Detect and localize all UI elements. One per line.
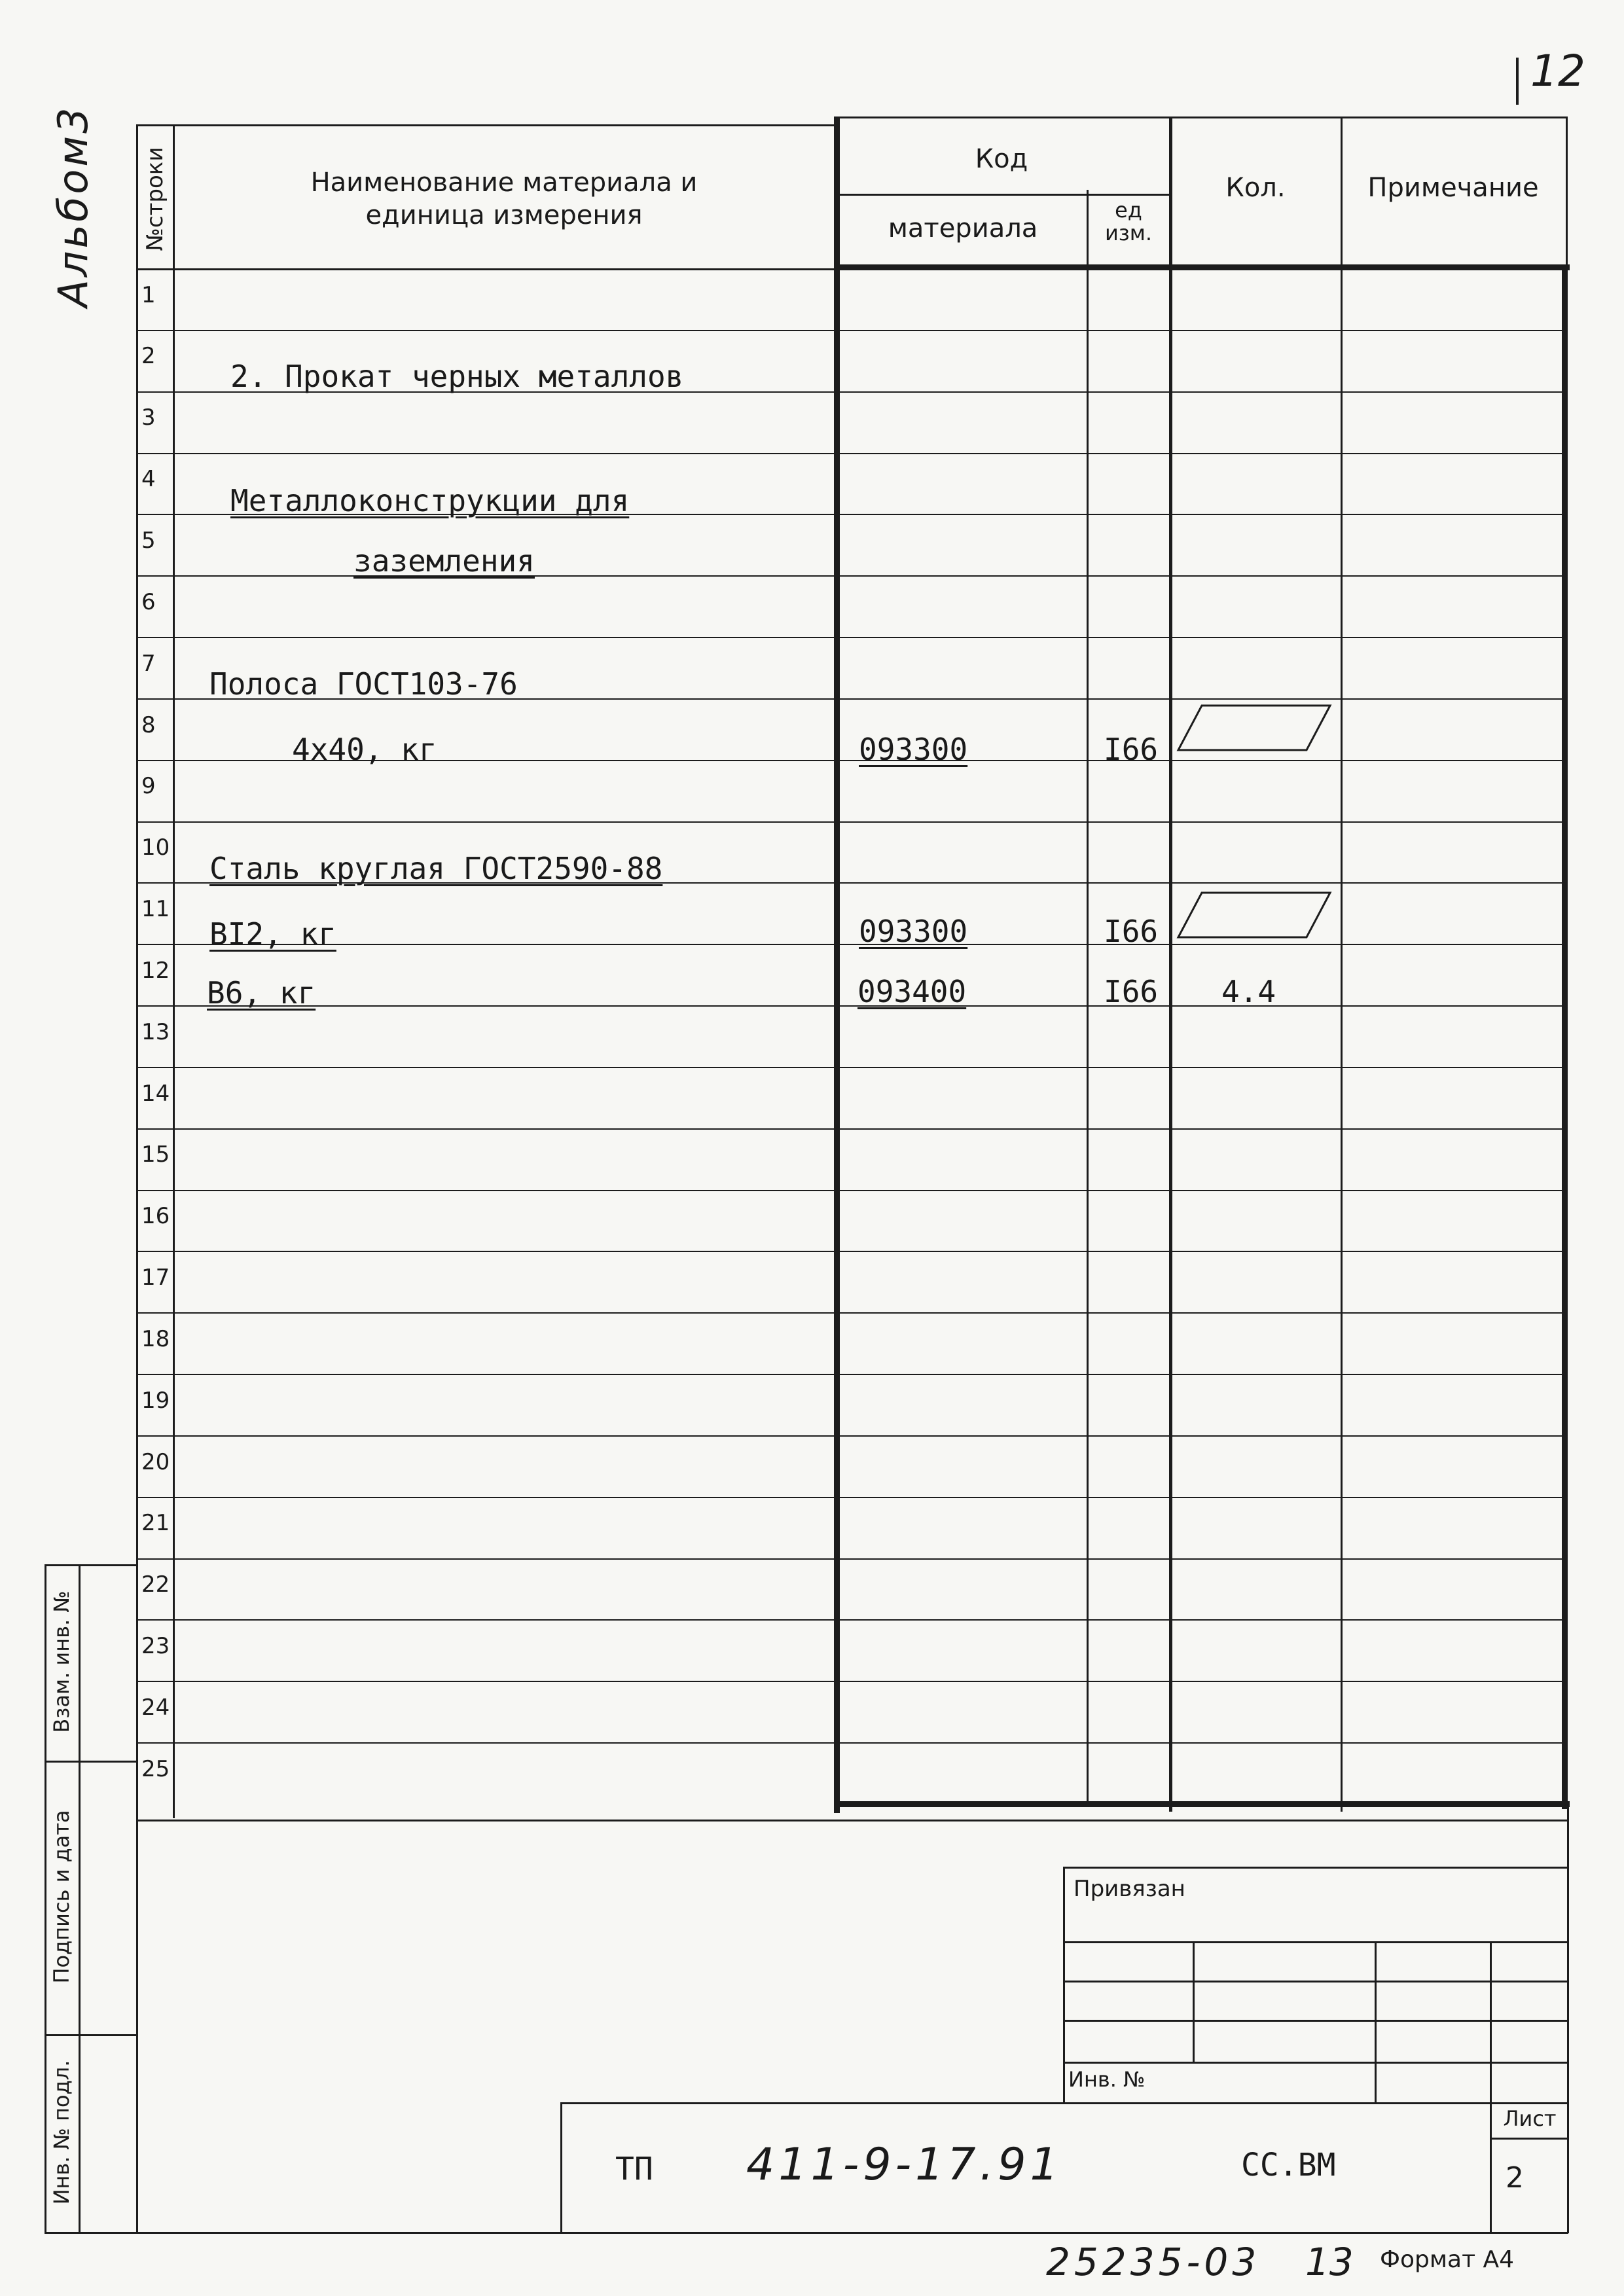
side-cell-podpis <box>45 1761 79 2034</box>
code-material-r11: 093300 <box>859 914 968 949</box>
footer-order-number: 25235-03 <box>1046 2240 1261 2284</box>
row-number: 6 <box>141 589 156 615</box>
row-line <box>136 575 1564 577</box>
row-line <box>136 1312 1564 1314</box>
stamp-sheet-label: Лист <box>1503 2106 1557 2131</box>
entry-strip-standard: Полоса ГОСТ103-76 <box>209 666 518 702</box>
header-row-no-cell <box>132 131 179 266</box>
stamp-inv-no-label: Инв. № <box>1068 2067 1146 2092</box>
row-number: 16 <box>141 1203 170 1229</box>
header-material: материала <box>888 213 1038 243</box>
side-label-inv: Инв. № подл. <box>49 2060 74 2205</box>
note-column-line <box>1341 117 1343 1812</box>
row-line <box>136 1128 1564 1130</box>
side-label-podpis: Подпись и дата <box>49 1810 74 1984</box>
table-bottom-bold-line <box>834 1801 1570 1807</box>
row-number: 2 <box>141 343 156 369</box>
row-number: 1 <box>141 282 156 308</box>
stamp-privyazan-left <box>1063 1867 1065 2102</box>
row-line <box>136 1619 1564 1621</box>
row-line <box>136 1374 1564 1375</box>
stamp-title-top <box>560 2102 1568 2104</box>
row-line <box>136 1005 1564 1007</box>
row-line <box>136 1681 1564 1682</box>
stamp-sheet-divider <box>1490 2138 1568 2140</box>
header-code: Код <box>975 144 1028 174</box>
table-right-bold-line <box>1562 264 1568 1809</box>
row-number: 10 <box>141 834 170 861</box>
qty-column-line <box>1169 117 1172 1812</box>
entry-subsection-title-2: заземления <box>353 543 535 579</box>
code-subheader-line <box>834 194 1170 196</box>
header-top-border-right <box>834 117 1567 118</box>
row-line <box>136 637 1564 638</box>
footer-format: Формат А4 <box>1380 2246 1515 2273</box>
entry-strip-size: 4х40, кг <box>292 732 437 767</box>
header-unit: ед изм. <box>1104 198 1153 246</box>
stamp-bottom-line <box>136 2232 1568 2234</box>
row-number: 23 <box>141 1633 170 1659</box>
header-row-no: №строки <box>142 147 168 251</box>
row-line <box>136 1251 1564 1252</box>
stamp-line-4 <box>1063 2062 1568 2064</box>
row-number: 21 <box>141 1510 170 1536</box>
header-bottom-bold-line <box>834 264 1570 270</box>
stamp-col-1 <box>1193 1941 1195 2062</box>
row-number: 3 <box>141 404 156 431</box>
row-number: 5 <box>141 528 156 554</box>
code-unit-r8: I66 <box>1104 732 1159 767</box>
row-line <box>136 1558 1564 1560</box>
code-material-r12: 093400 <box>857 974 967 1009</box>
header-qty: Кол. <box>1225 173 1286 203</box>
row-number: 12 <box>141 958 170 984</box>
stamp-tp-label: ТП <box>615 2151 653 2187</box>
frame-left-border <box>136 124 138 2233</box>
row-number: 20 <box>141 1449 170 1475</box>
row-line <box>136 330 1564 331</box>
unit-column-line <box>1087 190 1089 1806</box>
row-number: 9 <box>141 773 156 799</box>
entry-round-steel-b12: ВI2, кг <box>209 916 336 952</box>
row-number: 11 <box>141 896 170 922</box>
stamp-document-code: СС.ВМ <box>1241 2147 1336 2183</box>
stamp-sheet-number: 2 <box>1506 2161 1524 2195</box>
qty-blank-mark-r8 <box>1176 702 1333 754</box>
table-bottom-line <box>136 1820 1567 1821</box>
stamp-line-1 <box>1063 1941 1568 1943</box>
qty-blank-mark-r11 <box>1176 889 1333 941</box>
row-number: 7 <box>141 651 156 677</box>
stamp-col-3 <box>1490 1941 1492 2233</box>
row-number: 25 <box>141 1756 170 1782</box>
row-number: 18 <box>141 1326 170 1352</box>
row-number: 4 <box>141 466 156 492</box>
row-number: 13 <box>141 1019 170 1045</box>
qty-r12: 4.4 <box>1221 974 1276 1009</box>
stamp-title-left <box>560 2102 562 2233</box>
header-name: Наименование материала и единица измерения <box>310 168 698 230</box>
row-number: 15 <box>141 1141 170 1168</box>
code-unit-r11: I66 <box>1104 914 1159 949</box>
row-line <box>136 1435 1564 1437</box>
stamp-privyazan-top <box>1063 1867 1568 1869</box>
row-number: 22 <box>141 1571 170 1598</box>
header-top-border <box>136 124 834 126</box>
entry-section-title: 2. Прокат черных металлов <box>230 359 684 394</box>
row-number: 24 <box>141 1695 170 1721</box>
side-cell-inv <box>45 2034 79 2232</box>
album-label: Альбом3 <box>49 105 97 308</box>
page-number-bar <box>1516 58 1519 105</box>
side-label-vzam: Взам. инв. № <box>49 1590 74 1733</box>
code-unit-r12: I66 <box>1104 974 1159 1009</box>
code-material-r8: 093300 <box>859 732 968 767</box>
row-line <box>136 1497 1564 1498</box>
side-strip-inner-line <box>79 1564 81 2233</box>
stamp-col-2 <box>1375 1941 1377 2102</box>
footer-copy-number: 13 <box>1305 2240 1354 2284</box>
side-strip-bottom-line <box>45 2232 137 2234</box>
row-number: 8 <box>141 712 156 738</box>
row-line <box>136 821 1564 823</box>
stamp-line-2 <box>1063 1981 1568 1982</box>
entry-subsection-title-1: Металлоконструкции для <box>230 483 630 518</box>
row-line <box>136 1190 1564 1191</box>
row-line <box>136 1742 1564 1744</box>
row-line <box>136 1067 1564 1068</box>
row-line <box>136 944 1564 945</box>
stamp-privyazan-label: Привязан <box>1074 1876 1185 1902</box>
entry-round-steel-standard: Сталь круглая ГОСТ2590-88 <box>209 851 663 886</box>
row-line <box>136 453 1564 454</box>
side-cell-vzam <box>45 1564 79 1761</box>
stamp-document-number: 411-9-17.91 <box>746 2139 1062 2191</box>
row-number: 19 <box>141 1388 170 1414</box>
row-number: 14 <box>141 1081 170 1107</box>
page-number: 12 <box>1530 46 1585 96</box>
header-note: Примечание <box>1367 173 1539 203</box>
row-number: 17 <box>141 1265 170 1291</box>
header-bottom-line-left <box>136 268 837 270</box>
stamp-line-3 <box>1063 2020 1568 2022</box>
entry-round-steel-b6: В6, кг <box>207 975 316 1011</box>
